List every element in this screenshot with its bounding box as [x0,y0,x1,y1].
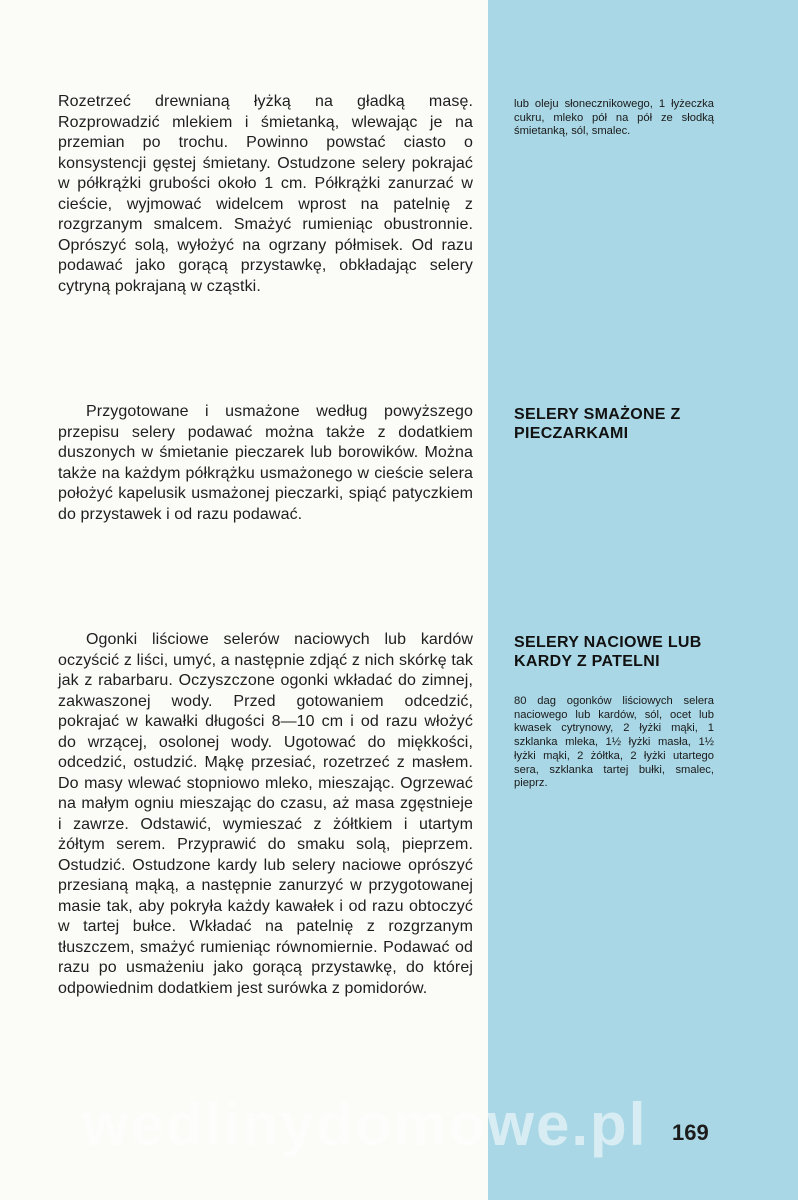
recipe-1-ingredients: lub oleju słonecznikowego, 1 łyżeczka cukru, mleko pół na pół ze słodką śmietanką, sól, smalec. [514,98,714,138]
recipe-3-ingredients: 80 dag ogonków liściowych selera naciowego lub kardów, sól, ocet lub kwasek cytrynowy, 2 łyżki mąki, 1 szklanka mleka, 1½ łyżki masła, 1½ łyżki mąki, 2 żółtka, 2 łyżki utartego sera, szklanka tartej bułki, smalec, pieprz. [514,695,714,790]
page-number: 169 [672,1120,709,1145]
recipe-2-title: SELERY SMAŻONE Z PIECZARKAMI [514,406,681,442]
recipe-3-instructions: Ogonki liściowe selerów naciowych lub kardów oczyścić z liści, umyć, a następnie zdjąć z nich skórkę tak jak z rabarbaru. Oczyszczone ogonki wkładać do zimnej, zakwaszonej wody. Przed gotowaniem odcedzić, pokrajać w kawałki długości 8—10 cm i od razu włożyć do wrzącej, osolonej wody. Ugotować do miękkości, odcedzić, ostudzić. Mąkę przesiać, rozetrzeć z masłem. Do masy wlewać stopniowo mleko, mieszając. Ogrzewać na małym ogniu mieszając do czasu, aż masa zgęstnieje i zawrze. Odstawić, wymieszać z żółtkiem i utartym żółtym serem. Przyprawić do smaku solą, pieprzem. Ostudzić. Ostudzone kardy lub selery naciowe oprószyć przesianą mąką, a następnie zanurzyć w przygotowanej masie tak, aby pokryła każdy kawałek i od razu obtoczyć w tartej bułce. Wkładać na patelnię z rozgrzanym tłuszczem, smażyć rumieniąc równomiernie. Podawać od razu po usmażeniu jako gorącą przystawkę, do której odpowiednim dodatkiem jest surówka z pomidorów. [58,631,473,997]
sidebar-panel [488,0,798,1200]
watermark: wedlinydomowe.pl [82,1091,648,1158]
recipe-1-instructions: Rozetrzeć drewnianą łyżką na gładką masę. Rozprowadzić mlekiem i śmietanką, wlewając je na przemian po trochu. Powinno powstać ciasto o konsystencji gęstej śmietany. Ostudzone selery pokrajać w półkrążki grubości około 1 cm. Półkrążki zanurzać w cieście, wyjmować widelcem wprost na patelnię z rozgrzanym smalcem. Smażyć rumieniąc obustronnie. Oprószyć solą, wyłożyć na ogrzany półmisek. Od razu podawać jako gorącą przystawkę, obkładając selery cytryną pokrajaną w cząstki. [58,93,473,295]
recipe-2-instructions: Przygotowane i usmażone według powyższego przepisu selery podawać można także z dodatkiem duszonych w śmietanie pieczarek lub borowików. Można także na każdym półkrążku usmażonego w cieście selera położyć kapelusik usmażonej pieczarki, spiąć patyczkiem do przystawek i od razu podawać. [58,403,473,523]
recipe-3-title: SELERY NACIOWE LUB KARDY Z PATELNI [514,634,702,670]
